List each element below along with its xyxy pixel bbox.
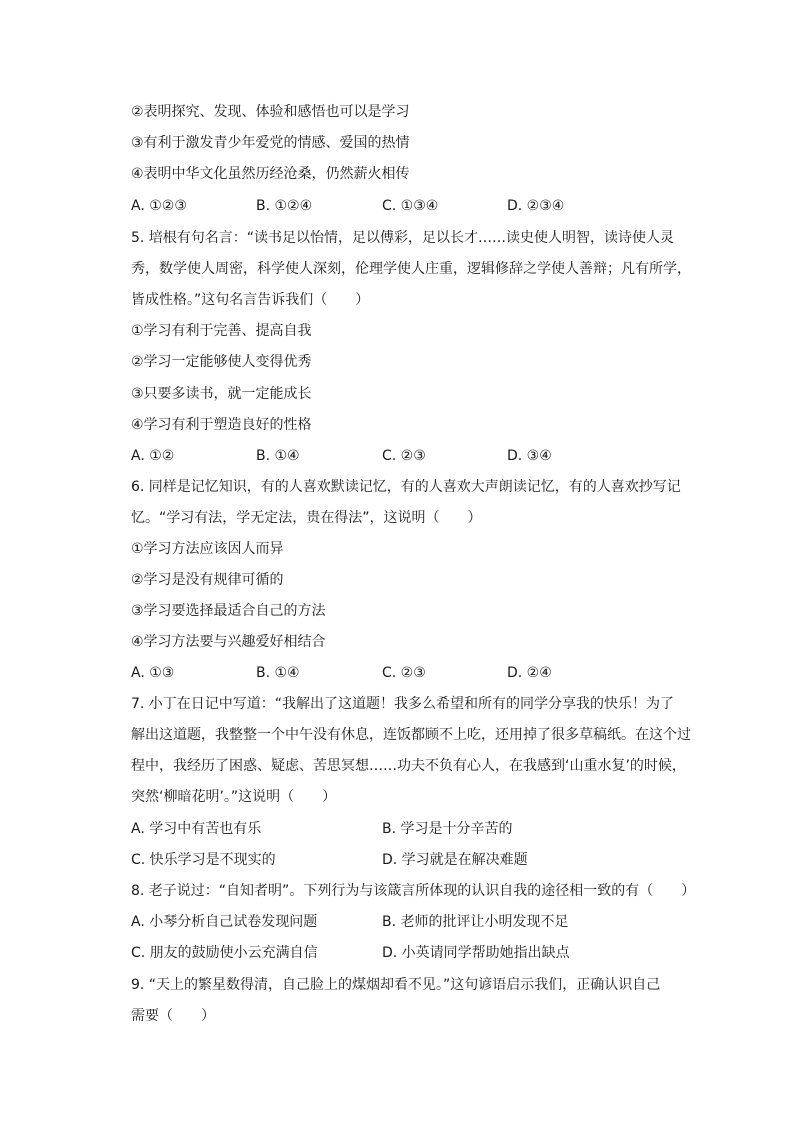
q5-item-2: ②学习一定能够使人变得优秀	[131, 354, 312, 370]
q6-stem-line-2: 忆。“学习有法，学无定法，贵在得法”，这说明（ ）	[131, 510, 482, 526]
q7-stem-line-1: 7. 小丁在日记中写道：“我解出了这道题！我多么希望和所有的同学分享我的快乐！为了	[131, 696, 675, 712]
q5-item-3: ③只要多读书，就一定能成长	[131, 386, 312, 402]
q4-item-2: ②表明探究、发现、体验和感悟也可以是学习	[131, 104, 410, 120]
q8-stem-line-1: 8. 老子说过：“自知者明”。下列行为与该箴言所体现的认识自我的途径相一致的有（ ）	[131, 883, 696, 899]
q6-item-1: ①学习方法应该因人而异	[131, 541, 284, 557]
q4-item-4: ④表明中华文化虽然历经沧桑，仍然薪火相传	[131, 166, 410, 182]
q6-item-4: ④学习方法要与兴趣爱好相结合	[131, 634, 326, 650]
q9-stem-line-1: 9. “天上的繁星数得清，自己脸上的煤烟却看不见。”这句谚语启示我们，正确认识自己	[131, 977, 661, 993]
q5-item-1: ①学习有利于完善、提高自我	[131, 323, 312, 339]
q5-option-c[interactable]: C. ②③	[382, 448, 426, 464]
q5-option-a[interactable]: A. ①②	[131, 448, 175, 464]
q6-option-c[interactable]: C. ②③	[382, 665, 426, 681]
q5-stem-line-2: 秀，数学使人周密，科学使人深刻，伦理学使人庄重，逻辑修辞之学使人善辩；凡有所学，	[131, 261, 691, 277]
q8-option-d[interactable]: D. 小英请同学帮助她指出缺点	[382, 945, 570, 961]
q6-item-3: ③学习要选择最适合自己的方法	[131, 603, 326, 619]
q7-option-b[interactable]: B. 学习是十分辛苦的	[382, 821, 513, 837]
q8-option-b[interactable]: B. 老师的批评让小明发现不足	[382, 914, 569, 930]
q4-option-b[interactable]: B. ①②④	[256, 198, 313, 214]
q5-stem-line-1: 5. 培根有句名言：“读书足以怡情，足以傅彩，足以长才……读史使人明智，读诗使人灵	[131, 230, 675, 246]
q5-stem-line-3: 皆成性格。”这句名言告诉我们（ ）	[131, 292, 370, 308]
q8-option-c[interactable]: C. 朋友的鼓励使小云充满自信	[131, 945, 318, 961]
q7-stem-line-3: 程中，我经历了困惑、疑虑、苦思冥想……功夫不负有心人，在我感到‘山重水复’的时候，	[131, 758, 686, 774]
q6-option-b[interactable]: B. ①④	[256, 665, 300, 681]
q5-option-d[interactable]: D. ③④	[507, 448, 552, 464]
q4-item-3: ③有利于激发青少年爱党的情感、爱国的热情	[131, 135, 410, 151]
q7-option-d[interactable]: D. 学习就是在解决难题	[382, 852, 528, 868]
q7-stem-line-4: 突然‘柳暗花明’。”这说明（ ）	[131, 789, 337, 805]
q8-option-a[interactable]: A. 小琴分析自己试卷发现问题	[131, 914, 318, 930]
q6-item-2: ②学习是没有规律可循的	[131, 572, 284, 588]
q6-option-d[interactable]: D. ②④	[507, 665, 552, 681]
q5-option-b[interactable]: B. ①④	[256, 448, 300, 464]
q5-item-4: ④学习有利于塑造良好的性格	[131, 417, 312, 433]
q4-option-d[interactable]: D. ②③④	[507, 198, 565, 214]
q6-stem-line-1: 6. 同样是记忆知识，有的人喜欢默读记忆，有的人喜欢大声朗读记忆，有的人喜欢抄写记	[131, 479, 681, 495]
q4-option-a[interactable]: A. ①②③	[131, 198, 187, 214]
q7-stem-line-2: 解出这道题，我整整一个中午没有休息，连饭都顾不上吃，还用掉了很多草稿纸。在这个过	[131, 727, 691, 743]
q9-stem-line-2: 需要（ ）	[131, 1008, 215, 1024]
q7-option-c[interactable]: C. 快乐学习是不现实的	[131, 852, 276, 868]
q6-option-a[interactable]: A. ①③	[131, 665, 175, 681]
q4-option-c[interactable]: C. ①③④	[382, 198, 439, 214]
q7-option-a[interactable]: A. 学习中有苦也有乐	[131, 821, 262, 837]
